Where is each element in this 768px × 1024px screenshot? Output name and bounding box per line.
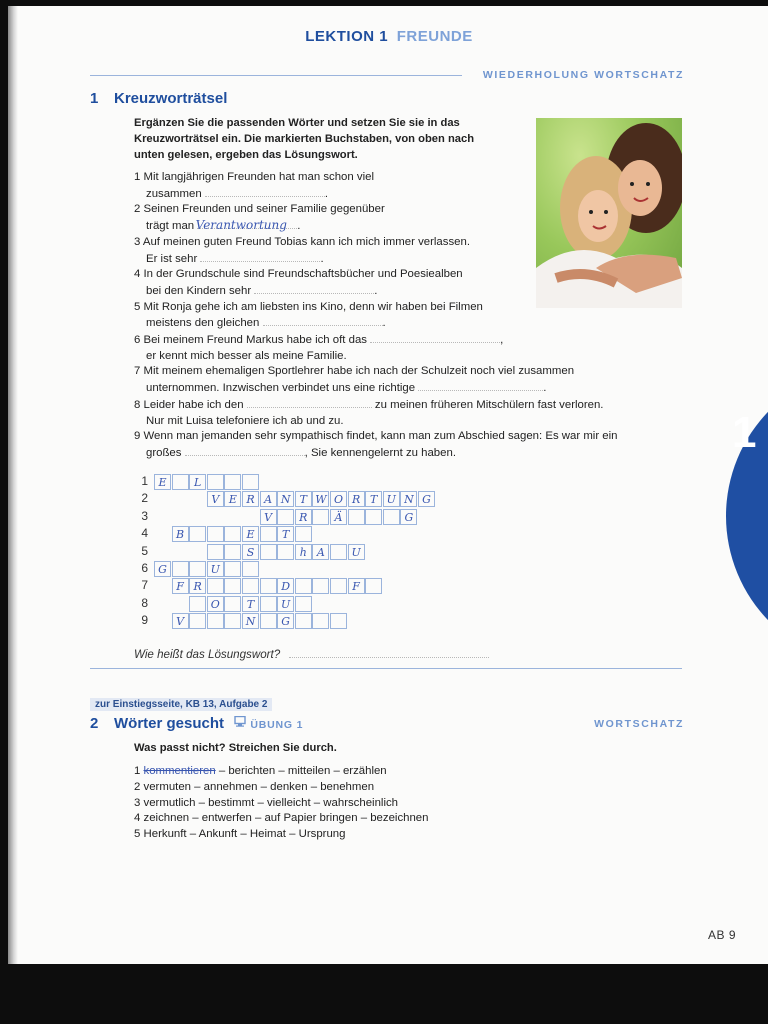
list-item	[134, 170, 674, 202]
instruction-line: unten gelesen, ergeben das Lösungswort.	[134, 149, 358, 161]
crossword-cell[interactable]	[312, 613, 329, 629]
crossword-cell[interactable]	[260, 596, 277, 612]
crossword-cell[interactable]	[189, 526, 206, 542]
crossword-cell[interactable]: R	[189, 578, 206, 594]
section2-category: WORTSCHATZ	[594, 718, 684, 730]
solution-blank[interactable]	[289, 647, 489, 658]
crossword-cell[interactable]	[207, 526, 224, 542]
crossword-cell[interactable]	[295, 613, 312, 629]
handwritten-answer: Verantwortung	[195, 218, 287, 233]
item-text: 2 Seinen Freunden und seiner Familie gegenüber	[134, 203, 385, 216]
crossword-grid	[134, 474, 474, 634]
crossword-cell[interactable]: G	[400, 509, 417, 525]
item-text: zeichnen – entwerfen – auf Papier bringen – bezeichnen	[143, 812, 429, 825]
crossword-cell[interactable]: R	[348, 491, 365, 507]
item-text: .	[297, 220, 301, 233]
item-number: 4	[134, 812, 141, 825]
instruction-line: Ergänzen Sie die passenden Wörter und setzen Sie sie in das	[134, 117, 460, 129]
lesson-topic: FREUNDE	[396, 28, 473, 45]
item-text: 6 Bei meinem Freund Markus habe ich oft das	[134, 334, 367, 347]
computer-icon	[234, 714, 246, 731]
answer-blank[interactable]	[254, 283, 374, 294]
crossword-cell[interactable]: G	[154, 561, 171, 577]
crossword-cell[interactable]	[242, 474, 259, 490]
crossword-row-number: 5	[141, 543, 148, 558]
crossword-row-number: 4	[141, 526, 148, 541]
crossword-cell[interactable]	[295, 578, 312, 594]
crossword-cell[interactable]: S	[242, 544, 259, 560]
crossword-cell[interactable]	[189, 561, 206, 577]
crossword-cell[interactable]: E	[154, 474, 171, 490]
section-divider	[90, 668, 682, 669]
crossword-cell[interactable]	[330, 544, 347, 560]
struck-word: kommentieren	[143, 765, 216, 777]
crossword-cell[interactable]: U	[348, 544, 365, 560]
section2-items	[134, 764, 634, 843]
item-text: 9 Wenn man jemanden sehr sympathisch findet, kann man zum Abschied sagen: Es war mir ein	[134, 430, 618, 443]
crossword-cell[interactable]	[207, 613, 224, 629]
item-text: 5 Mit Ronja gehe ich am liebsten ins Kino, denn wir haben bei Filmen	[134, 300, 483, 313]
page-number: AB 9	[708, 928, 737, 942]
reference-text: zur Einstiegsseite, KB 13, Aufgabe 2	[90, 698, 272, 711]
item-text: .	[374, 284, 378, 297]
section1-category: WIEDERHOLUNG WORTSCHATZ	[482, 69, 684, 81]
crossword-cell[interactable]: U	[383, 491, 400, 507]
item-text: er kennt mich besser als meine Familie.	[146, 349, 347, 362]
crossword-cell[interactable]	[224, 474, 241, 490]
crossword-cell[interactable]	[365, 578, 382, 594]
item-text: 8 Leider habe ich den	[134, 398, 244, 411]
crossword-cell[interactable]	[189, 613, 206, 629]
crossword-cell[interactable]: E	[224, 491, 241, 507]
crossword-cell[interactable]	[260, 544, 277, 560]
crossword-cell[interactable]: F	[172, 578, 189, 594]
section2-reference	[90, 694, 272, 712]
item-text: 7 Mit meinem ehemaligen Sportlehrer habe ich nach der Schulzeit noch viel zusammen	[134, 365, 575, 378]
section1-instruction	[134, 115, 524, 163]
crossword-row-number: 3	[141, 508, 148, 523]
crossword-cell[interactable]: T	[277, 526, 294, 542]
exercise-label: ÜBUNG 1	[250, 719, 304, 731]
crossword-row-number: 8	[141, 595, 148, 610]
crossword-cell[interactable]	[242, 561, 259, 577]
crossword-cell[interactable]: Ä	[330, 509, 347, 525]
crossword-cell[interactable]	[242, 578, 259, 594]
item-text: 3 Auf meinen guten Freund Tobias kann ich mich immer verlassen.	[134, 235, 470, 248]
crossword-cell[interactable]: O	[207, 596, 224, 612]
item-text: Nur mit Luisa telefoniere ich ab und zu.	[146, 414, 344, 427]
section2-heading	[90, 714, 303, 732]
crossword-cell[interactable]	[383, 509, 400, 525]
answer-blank[interactable]	[263, 315, 383, 326]
answer-blank[interactable]	[200, 251, 320, 262]
crossword-cell[interactable]: h	[295, 544, 312, 560]
crossword-row-number: 6	[141, 561, 148, 575]
crossword-cell[interactable]: G	[418, 491, 435, 507]
list-item	[134, 397, 674, 429]
list-item	[134, 764, 634, 780]
crossword-cell[interactable]: G	[277, 613, 294, 629]
crossword-cell[interactable]	[277, 544, 294, 560]
item-text: großes	[146, 446, 182, 459]
crossword-cell[interactable]	[207, 474, 224, 490]
crossword-cell[interactable]	[312, 578, 329, 594]
chapter-tab-number: 1	[732, 408, 757, 457]
crossword-cell[interactable]: V	[207, 491, 224, 507]
list-item	[134, 267, 674, 299]
crossword-cell[interactable]: T	[365, 491, 382, 507]
crossword-cell[interactable]: A	[260, 491, 277, 507]
item-text: zusammen	[146, 187, 202, 200]
answer-blank[interactable]	[370, 332, 500, 343]
list-item	[134, 235, 674, 267]
crossword-cell[interactable]	[330, 613, 347, 629]
crossword-cell[interactable]	[172, 474, 189, 490]
crossword-cell[interactable]	[224, 613, 241, 629]
crossword-cell[interactable]	[330, 578, 347, 594]
section1-number: 1	[90, 90, 99, 107]
crossword-cell[interactable]: O	[330, 491, 347, 507]
list-item	[134, 811, 634, 827]
crossword-cell[interactable]: L	[189, 474, 206, 490]
item-text: .	[382, 317, 386, 330]
crossword-cell[interactable]: A	[312, 544, 329, 560]
crossword-cell[interactable]: F	[348, 578, 365, 594]
list-item	[134, 332, 674, 364]
item-text: bei den Kindern sehr	[146, 284, 252, 297]
crossword-cell[interactable]: U	[207, 561, 224, 577]
crossword-cell[interactable]	[224, 578, 241, 594]
lesson-title	[8, 28, 768, 45]
crossword-cell[interactable]	[189, 596, 206, 612]
crossword-cell[interactable]: N	[400, 491, 417, 507]
item-text: Herkunft – Ankunft – Heimat – Ursprung	[143, 828, 346, 841]
crossword-cell[interactable]: V	[172, 613, 189, 629]
crossword-cell[interactable]	[295, 596, 312, 612]
crossword-cell[interactable]	[295, 526, 312, 542]
crossword-cell[interactable]: N	[277, 491, 294, 507]
list-item	[134, 202, 674, 234]
item-text: .	[324, 187, 329, 200]
item-number: 3	[134, 796, 141, 809]
list-item	[134, 796, 634, 812]
crossword-cell[interactable]: U	[277, 596, 294, 612]
crossword-cell[interactable]: N	[242, 613, 259, 629]
crossword-cell[interactable]	[207, 578, 224, 594]
section1-heading	[90, 90, 227, 107]
answer-blank[interactable]	[195, 218, 297, 233]
crossword-cell[interactable]	[172, 561, 189, 577]
item-text: , Sie kennengelernt zu haben.	[304, 446, 456, 459]
answer-blank[interactable]	[247, 397, 372, 408]
crossword-row-number: 1	[141, 474, 148, 488]
item-number: 2	[134, 780, 141, 793]
question-text: Wie heißt das Lösungswort?	[134, 648, 281, 661]
crossword-cell[interactable]: R	[242, 491, 259, 507]
item-text: ,	[500, 334, 504, 347]
crossword-cell[interactable]	[312, 509, 329, 525]
lesson-label: LEKTION 1	[305, 28, 389, 45]
crossword-cell[interactable]	[224, 526, 241, 542]
section1-title: Kreuzworträtsel	[114, 90, 228, 107]
section2-instruction: Was passt nicht? Streichen Sie durch.	[134, 742, 337, 754]
crossword-cell[interactable]: V	[260, 509, 277, 525]
crossword-row-number: 2	[141, 491, 148, 506]
answer-blank[interactable]	[418, 380, 543, 391]
item-text: 1 Mit langjährigen Freunden hat man schon viel	[134, 171, 374, 183]
item-text: trägt man	[146, 220, 195, 233]
crossword-cell[interactable]: W	[312, 491, 329, 507]
crossword-cell[interactable]	[224, 561, 241, 577]
item-text: 4 In der Grundschule sind Freundschaftsbücher und Poesiealben	[134, 268, 463, 281]
item-text: zu meinen früheren Mitschülern fast verloren.	[374, 398, 604, 411]
instruction-line: Kreuzworträtsel ein. Die markierten Buchstaben, von oben nach	[134, 133, 475, 145]
list-item	[134, 780, 634, 796]
section2-number: 2	[90, 715, 99, 732]
item-text: Er ist sehr	[146, 252, 198, 265]
item-text: meistens den gleichen	[146, 317, 260, 330]
item-number: 5	[134, 828, 141, 841]
item-text: vermutlich – bestimmt – vielleicht – wahrscheinlich	[143, 796, 399, 809]
crossword-cell[interactable]	[224, 544, 241, 560]
crossword-cell[interactable]	[260, 578, 277, 594]
crossword-cell[interactable]: B	[172, 526, 189, 542]
answer-blank[interactable]	[185, 445, 305, 456]
item-text: .	[320, 252, 324, 265]
item-text: .	[543, 382, 547, 395]
item-text: – berichten – mitteilen – erzählen	[215, 765, 387, 777]
item-text: vermuten – annehmen – denken – benehmen	[143, 780, 375, 793]
item-text: unternommen. Inzwischen verbindet uns eine richtige	[146, 382, 416, 395]
crossword-cell[interactable]	[365, 509, 382, 525]
section2-title: Wörter gesucht	[114, 715, 225, 732]
crossword-cell[interactable]: T	[295, 491, 312, 507]
crossword-cell[interactable]: E	[242, 526, 259, 542]
crossword-cell[interactable]	[348, 509, 365, 525]
crossword-cell[interactable]	[260, 526, 277, 542]
crossword-cell[interactable]: R	[295, 509, 312, 525]
crossword-cell[interactable]: D	[277, 578, 294, 594]
crossword-cell[interactable]	[260, 613, 277, 629]
solution-question	[134, 647, 489, 661]
item-number: 1	[134, 765, 141, 777]
workbook-page	[8, 6, 768, 964]
crossword-cell[interactable]	[277, 509, 294, 525]
crossword-row-number: 9	[141, 613, 148, 628]
crossword-cell[interactable]	[207, 544, 224, 560]
crossword-row-number: 7	[141, 578, 148, 593]
list-item	[134, 364, 674, 396]
list-item	[134, 300, 674, 332]
list-item	[134, 827, 634, 843]
section-rule	[90, 75, 462, 76]
list-item	[134, 429, 674, 461]
crossword-cell[interactable]: T	[242, 596, 259, 612]
answer-blank[interactable]	[205, 186, 325, 197]
crossword-cell[interactable]	[224, 596, 241, 612]
section1-items	[134, 170, 674, 462]
book-spine-shadow	[8, 6, 18, 964]
